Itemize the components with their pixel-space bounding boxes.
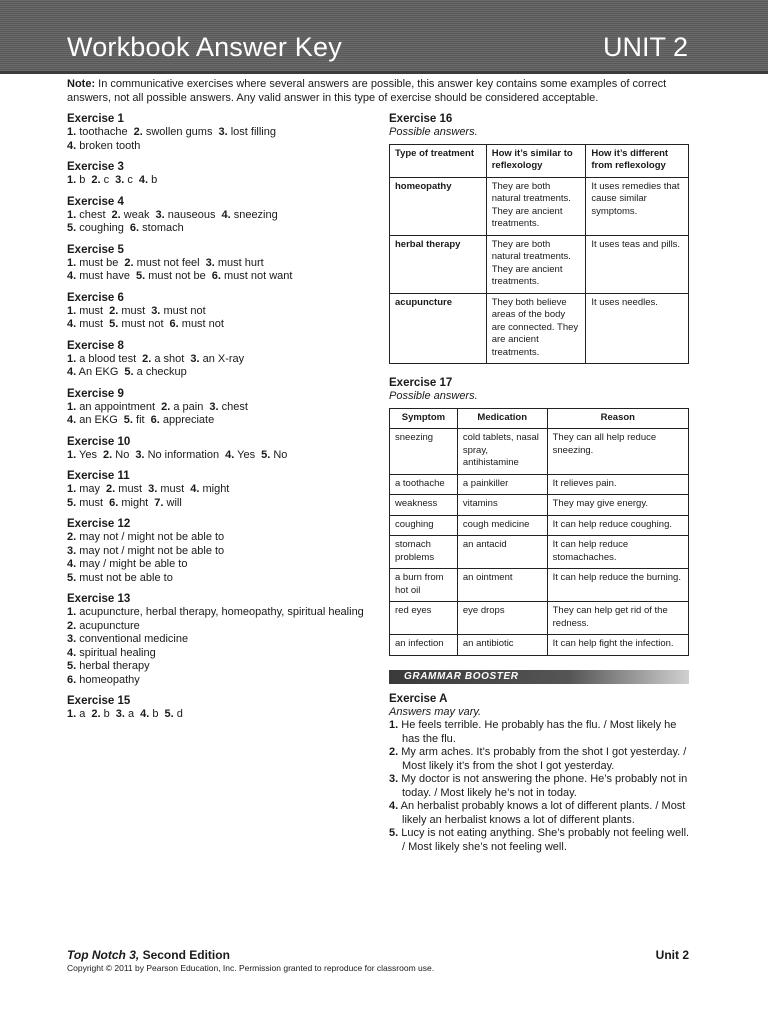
answer-text: must <box>160 483 185 495</box>
answer-lines <box>67 708 367 722</box>
table-header-row <box>390 144 689 177</box>
answer-list <box>67 531 367 585</box>
table-cell: a toothache <box>390 474 458 495</box>
symptom-table <box>389 408 689 656</box>
exercise-3 <box>67 160 367 188</box>
table-cell: cough medicine <box>457 515 547 536</box>
answer-number: 3. <box>190 352 200 365</box>
list-item <box>389 800 694 827</box>
table-row <box>390 515 689 536</box>
table-cell: cold tablets, nasal spray, antihistamine <box>457 429 547 475</box>
table-cell: vitamins <box>457 495 547 516</box>
list-item <box>67 660 367 674</box>
answer-text: Yes <box>79 448 97 461</box>
answer-text: homeopathy <box>79 673 140 686</box>
answer-text: d <box>176 708 183 720</box>
answer-text: Yes <box>237 448 256 461</box>
answer-lines <box>67 209 367 236</box>
answer-text: toothache <box>79 126 128 138</box>
answer-line <box>67 414 367 428</box>
table-header-cell: How it’s different from reflexology <box>586 144 689 177</box>
exercise-11 <box>67 469 367 510</box>
table-cell: stomach problems <box>390 536 458 569</box>
answer-number: 5. <box>109 318 119 330</box>
answer-text: swollen gums <box>145 126 213 138</box>
footer-edition: Second Edition <box>142 948 230 962</box>
answer-text: an EKG <box>79 414 118 426</box>
answer-number: 2. <box>142 352 152 365</box>
footer-unit: Unit 2 <box>655 948 689 962</box>
answer-number: 1. <box>67 208 77 221</box>
exercise-17 <box>389 376 694 656</box>
answer-text: must not be <box>148 270 206 282</box>
answer-text: herbal therapy <box>79 660 150 672</box>
table-cell: It uses teas and pills. <box>586 235 689 293</box>
answer-lines <box>67 305 367 332</box>
answer-text: must be <box>79 256 119 269</box>
answer-number: 3. <box>205 256 215 269</box>
answer-text: He feels terrible. He probably has the flu. / Most likely he has the flu. <box>401 719 677 745</box>
table-cell: acupuncture <box>390 293 487 364</box>
exercise-title: Exercise 8 <box>67 339 124 352</box>
answer-text: must <box>118 483 143 495</box>
answer-number: 3. <box>115 174 125 186</box>
answer-text: must not want <box>223 270 293 282</box>
table-header-cell: Medication <box>457 408 547 429</box>
answer-text: An herbalist probably knows a lot of different plants. / Most likely an herbalist knows a lot of different plants. <box>400 800 686 826</box>
table-cell: an ointment <box>457 569 547 602</box>
answer-number: 6. <box>109 496 119 509</box>
answer-number: 3. <box>148 483 158 495</box>
answer-lines <box>67 126 367 153</box>
answer-text: b <box>152 708 159 720</box>
page-title: Workbook Answer Key <box>67 32 342 62</box>
exercise-title: Exercise A <box>389 692 448 705</box>
answer-number: 1. <box>67 400 77 413</box>
exercise-title: Exercise 10 <box>67 435 131 448</box>
answer-text: must <box>79 496 104 509</box>
answer-line <box>67 209 367 223</box>
answer-text: b <box>79 174 86 186</box>
answer-text: sneezing <box>233 208 278 221</box>
answer-lines <box>67 449 367 463</box>
answer-text: may / might be able to <box>79 558 188 570</box>
answer-number: 3. <box>115 708 125 720</box>
exercise-title: Exercise 5 <box>67 243 124 256</box>
exercise-title: Exercise 15 <box>67 695 131 707</box>
answer-number: 2. <box>111 208 121 221</box>
answer-number: 4. <box>389 800 399 812</box>
answer-text: No <box>115 448 130 461</box>
table-cell: They are both natural treatments. They are ancient treatments. <box>486 235 586 293</box>
exercise-5 <box>67 243 367 284</box>
table-cell: It can help reduce stomachaches. <box>547 536 688 569</box>
answer-line <box>67 708 367 722</box>
answer-number: 4. <box>67 139 77 152</box>
answer-number: 2. <box>67 619 77 632</box>
answer-text: coughing <box>79 222 124 234</box>
answer-line <box>67 126 367 140</box>
answer-number: 4. <box>221 208 231 221</box>
answer-number: 1. <box>67 126 77 138</box>
answer-number: 1. <box>67 174 77 186</box>
exercise-title: Exercise 6 <box>67 291 124 304</box>
answer-line <box>67 483 367 497</box>
answer-number: 6. <box>150 414 160 426</box>
answer-text: spiritual healing <box>79 646 156 659</box>
table-cell: eye drops <box>457 602 547 635</box>
table-cell: a burn from hot oil <box>390 569 458 602</box>
exercise-6 <box>67 291 367 332</box>
exercise-title: Exercise 11 <box>67 470 130 482</box>
answer-number: 2. <box>67 531 77 543</box>
answer-number: 4. <box>67 414 77 426</box>
exercise-subtitle: Possible answers. <box>389 390 478 402</box>
table-row <box>390 429 689 475</box>
table-header-cell: Symptom <box>390 408 458 429</box>
answer-text: b <box>103 708 110 720</box>
answer-number: 3. <box>218 126 228 138</box>
answer-number: 4. <box>67 558 77 570</box>
table-cell: It can help reduce coughing. <box>547 515 688 536</box>
table-cell: It relieves pain. <box>547 474 688 495</box>
answer-number: 4. <box>67 646 77 659</box>
answer-text: a <box>79 708 86 720</box>
right-column <box>389 112 694 861</box>
answer-number: 4. <box>225 448 235 461</box>
answer-line <box>67 222 367 236</box>
exercise-title: Exercise 3 <box>67 161 124 173</box>
answer-number: 7. <box>154 496 164 509</box>
answer-lines <box>67 401 367 428</box>
answer-number: 3. <box>67 633 77 645</box>
answer-text: acupuncture, herbal therapy, homeopathy, spiritual healing <box>79 606 364 618</box>
answer-text: an X-ray <box>202 352 245 365</box>
answer-number: 5. <box>123 414 133 426</box>
note-label: Note: <box>67 78 96 90</box>
answer-text: may <box>79 483 101 495</box>
answer-text: a shot <box>154 352 185 365</box>
answer-list <box>389 719 694 854</box>
answer-number: 2. <box>91 174 101 186</box>
exercise-15 <box>67 694 367 722</box>
exercise-10 <box>67 435 367 463</box>
answer-text: must not <box>121 318 164 330</box>
answer-text: might <box>202 483 230 495</box>
exercise-12 <box>67 517 367 585</box>
table-header-cell: How it’s similar to reflexology <box>486 144 586 177</box>
answer-text: acupuncture <box>79 619 140 632</box>
exercise-16 <box>389 112 694 364</box>
exercise-title: Exercise 16 <box>389 113 453 125</box>
answer-text: Lucy is not eating anything. She’s probably not feeling well. / Most likely she’s not feeling well. <box>401 827 690 853</box>
answer-text: My arm aches. It’s probably from the shot I got yesterday. / Most likely it’s from the shot I got yesterday. <box>401 746 687 772</box>
table-cell: They can all help reduce sneezing. <box>547 429 688 475</box>
table-row <box>390 536 689 569</box>
answer-text: must <box>79 304 104 317</box>
answer-number: 5. <box>67 222 77 234</box>
answer-text: must have <box>79 270 130 282</box>
answer-line <box>67 366 367 380</box>
answer-number: 2. <box>389 746 399 758</box>
table-cell: weakness <box>390 495 458 516</box>
table-row <box>390 474 689 495</box>
answer-text: An EKG <box>78 366 119 378</box>
answer-text: lost filling <box>230 126 276 138</box>
footer-book <box>67 948 230 962</box>
list-item <box>67 674 367 688</box>
answer-lines <box>67 257 367 284</box>
answer-text: must <box>79 318 104 330</box>
left-column <box>67 112 367 729</box>
exercise-a <box>389 692 694 855</box>
exercise-title: Exercise 9 <box>67 387 124 400</box>
list-item <box>67 633 367 647</box>
table-cell: It can help fight the infection. <box>547 635 688 656</box>
answer-text: must hurt <box>217 256 264 269</box>
answer-number: 2. <box>106 483 116 495</box>
page-header <box>0 0 768 74</box>
answer-text: must not feel <box>136 256 200 269</box>
list-item <box>67 647 367 661</box>
answer-number: 5. <box>389 827 399 839</box>
answer-text: nauseous <box>167 208 216 221</box>
answer-number: 1. <box>67 708 77 720</box>
answer-line <box>67 174 367 188</box>
answer-text: c <box>103 174 110 186</box>
answer-text: may not / might not be able to <box>79 531 225 543</box>
answer-text: weak <box>123 208 150 221</box>
answer-number: 2. <box>133 126 143 138</box>
table-cell: It uses remedies that cause similar symptoms. <box>586 177 689 235</box>
exercise-title: Exercise 12 <box>67 518 131 530</box>
list-item <box>389 719 694 746</box>
answer-number: 6. <box>129 222 140 234</box>
answer-text: fit <box>136 414 145 426</box>
answer-number: 4. <box>67 270 77 282</box>
table-cell: It uses needles. <box>586 293 689 364</box>
answer-text: may not / might not be able to <box>79 544 225 557</box>
list-item <box>389 827 694 854</box>
answer-text: a blood test <box>79 352 137 365</box>
table-row <box>390 293 689 364</box>
table-row <box>390 177 689 235</box>
answer-number: 1. <box>67 352 77 365</box>
answer-line <box>67 353 367 367</box>
exercise-9 <box>67 387 367 428</box>
answer-number: 6. <box>211 270 221 282</box>
table-header-row <box>390 408 689 429</box>
table-cell: an antacid <box>457 536 547 569</box>
answer-number: 2. <box>109 304 119 317</box>
answer-text: My doctor is not answering the phone. He’s probably not in today. / Most likely he’s not in today. <box>401 773 688 799</box>
table-cell: a painkiller <box>457 474 547 495</box>
table-cell: They can help get rid of the redness. <box>547 602 688 635</box>
answer-text: stomach <box>142 222 184 234</box>
answer-text: No information <box>147 448 220 461</box>
answer-text: a pain <box>173 400 204 413</box>
answer-line <box>67 497 367 511</box>
table-cell: homeopathy <box>390 177 487 235</box>
answer-text: c <box>127 174 133 186</box>
answer-number: 1. <box>67 483 77 495</box>
answer-number: 5. <box>136 270 146 282</box>
answer-number: 6. <box>67 673 77 686</box>
exercise-13 <box>67 592 367 687</box>
answer-number: 1. <box>67 256 77 269</box>
table-row <box>390 569 689 602</box>
answer-number: 5. <box>67 660 77 672</box>
answer-number: 3. <box>155 208 165 221</box>
table-row <box>390 495 689 516</box>
answer-number: 2. <box>103 448 113 461</box>
answer-number: 6. <box>169 318 179 330</box>
list-item <box>389 746 694 773</box>
table-header-cell: Reason <box>547 408 688 429</box>
answer-number: 1. <box>67 448 77 461</box>
answer-number: 3. <box>389 773 399 785</box>
answer-lines <box>67 174 367 188</box>
exercise-title: Exercise 1 <box>67 113 124 125</box>
table-cell: They may give energy. <box>547 495 688 516</box>
exercise-title: Exercise 13 <box>67 593 131 605</box>
list-item <box>67 572 367 586</box>
answer-number: 2. <box>161 400 171 413</box>
answer-text: must <box>121 304 146 317</box>
answer-text: will <box>166 496 182 509</box>
answer-number: 5. <box>124 366 134 378</box>
table-row <box>390 235 689 293</box>
answer-number: 4. <box>190 483 200 495</box>
table-header-cell: Type of treatment <box>390 144 487 177</box>
list-item <box>389 773 694 800</box>
answer-line <box>67 257 367 271</box>
answer-text: must not <box>181 318 224 330</box>
answer-number: 1. <box>67 304 77 317</box>
unit-label: UNIT 2 <box>602 32 688 62</box>
table-cell: red eyes <box>390 602 458 635</box>
answer-text: must not be able to <box>79 571 173 584</box>
footer-copyright: Copyright © 2011 by Pearson Education, Inc. Permission granted to reproduce for classroom use. <box>67 963 435 973</box>
table-cell: an antibiotic <box>457 635 547 656</box>
answer-number: 5. <box>164 708 174 720</box>
answer-number: 1. <box>389 719 399 731</box>
answer-number: 5. <box>67 496 77 509</box>
list-item <box>67 558 367 572</box>
table-cell: sneezing <box>390 429 458 475</box>
answer-text: might <box>121 496 149 509</box>
answer-line <box>67 140 367 154</box>
answer-line <box>67 449 367 463</box>
answer-number: 3. <box>135 448 145 461</box>
answer-number: 4. <box>140 708 150 720</box>
answer-text: a <box>128 708 135 720</box>
treatment-table <box>389 144 689 365</box>
answer-number: 1. <box>67 606 77 618</box>
answer-line <box>67 270 367 284</box>
answer-line <box>67 318 367 332</box>
answer-number: 3. <box>151 304 161 317</box>
table-cell: They are both natural treatments. They are ancient treatments. <box>486 177 586 235</box>
list-item <box>67 606 367 620</box>
note-text: In communicative exercises where several answers are possible, this answer key contains some examples of correct answers, not all possible answers. Any valid answer in this type of exercise should be considered acceptable. <box>67 78 667 104</box>
exercise-title: Exercise 4 <box>67 195 124 208</box>
answer-text: a checkup <box>136 366 187 378</box>
answer-number: 3. <box>209 400 219 413</box>
answer-text: chest <box>79 208 106 221</box>
answer-text: must not <box>163 304 206 317</box>
exercise-subtitle: Possible answers. <box>389 126 478 138</box>
answer-number: 4. <box>67 318 77 330</box>
answer-text: appreciate <box>162 414 215 426</box>
answer-text: broken tooth <box>79 139 141 152</box>
answer-text: chest <box>221 400 248 413</box>
answer-lines <box>67 353 367 380</box>
answer-lines <box>67 483 367 510</box>
answer-text: No <box>273 448 288 461</box>
table-cell: They both believe areas of the body are connected. They are ancient treatments. <box>486 293 586 364</box>
header-rule <box>0 71 768 74</box>
table-row <box>390 602 689 635</box>
answer-number: 2. <box>124 256 134 269</box>
note-paragraph <box>67 78 697 105</box>
answer-text: b <box>151 174 158 186</box>
exercise-title: Exercise 17 <box>389 377 453 389</box>
exercise-8 <box>67 339 367 380</box>
answer-number: 4. <box>138 174 149 186</box>
answer-text: conventional medicine <box>79 633 189 645</box>
answer-number: 5. <box>261 448 271 461</box>
answer-number: 5. <box>67 571 77 584</box>
grammar-booster-banner: GRAMMAR BOOSTER <box>389 670 689 684</box>
exercise-1 <box>67 112 367 153</box>
list-item <box>67 620 367 634</box>
answer-number: 4. <box>67 366 77 378</box>
table-cell: coughing <box>390 515 458 536</box>
list-item <box>67 545 367 559</box>
table-cell: herbal therapy <box>390 235 487 293</box>
answer-text: an appointment <box>79 400 156 413</box>
footer-book-title: Top Notch 3, <box>67 948 140 962</box>
answer-list <box>67 606 367 687</box>
answer-line <box>67 305 367 319</box>
exercise-subtitle: Answers may vary. <box>389 705 482 718</box>
answer-line <box>67 401 367 415</box>
list-item <box>67 531 367 545</box>
answer-number: 3. <box>67 544 77 557</box>
answer-number: 2. <box>91 708 101 720</box>
table-cell: It can help reduce the burning. <box>547 569 688 602</box>
table-cell: an infection <box>390 635 458 656</box>
table-row <box>390 635 689 656</box>
exercise-4 <box>67 195 367 236</box>
